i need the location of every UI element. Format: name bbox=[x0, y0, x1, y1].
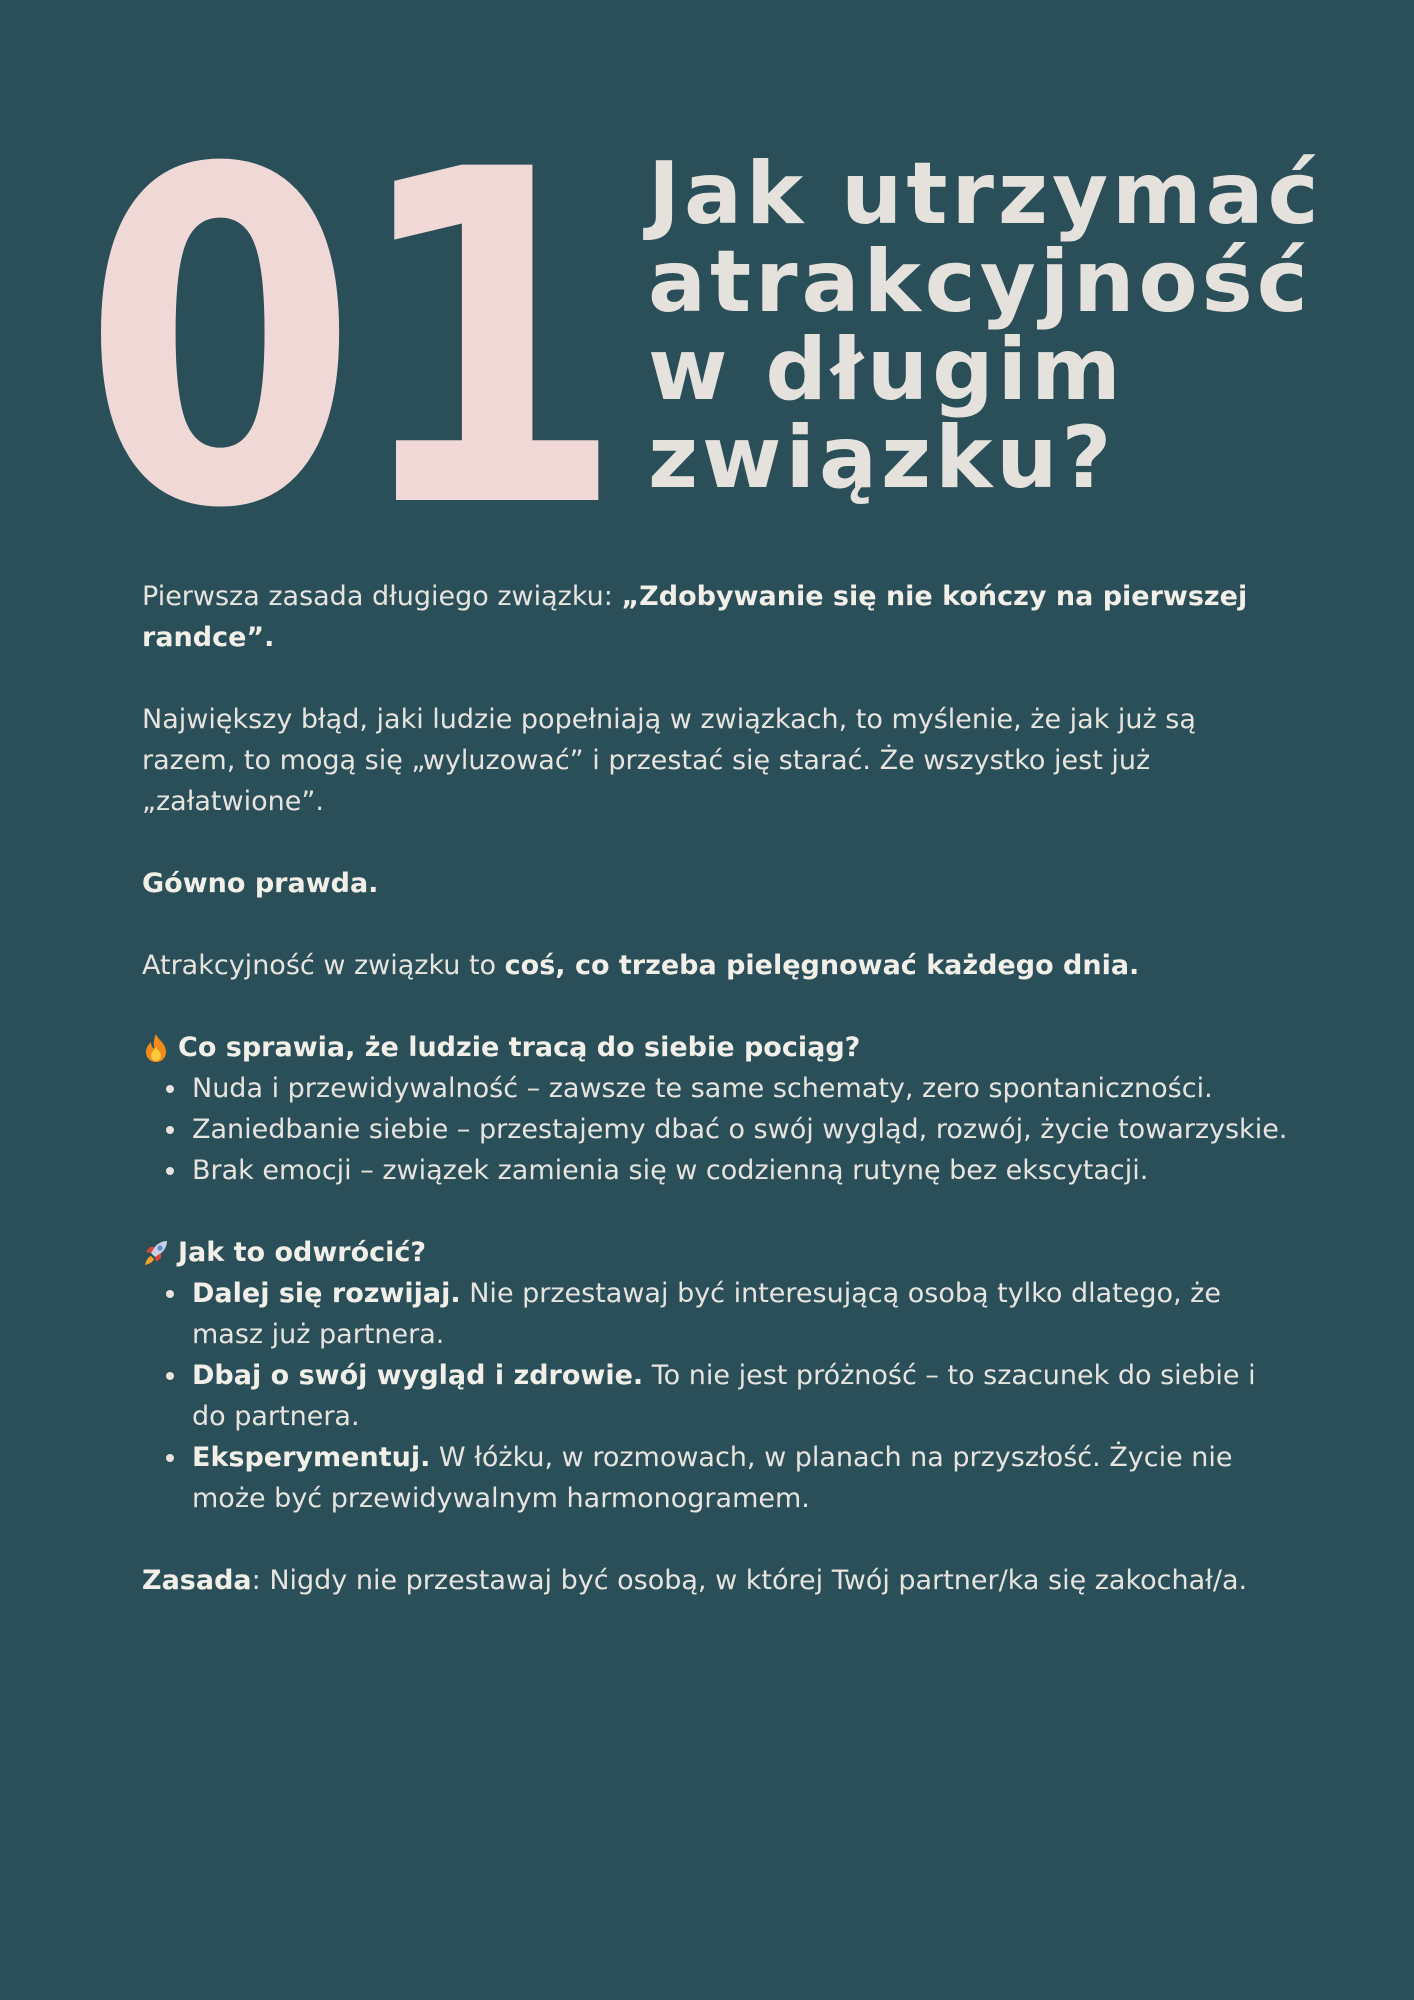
remedy-bold: Dbaj o swój wygląd i zdrowie. bbox=[192, 1360, 644, 1391]
bs-text: Gówno prawda. bbox=[142, 868, 379, 899]
chapter-number-text: 01 bbox=[82, 128, 617, 508]
rule-paragraph bbox=[142, 1560, 1292, 1601]
attraction-bold: coś, co trzeba pielęgnować każdego dnia. bbox=[504, 950, 1140, 981]
remedy-text: Nie przestawaj być interesującą osobą tylko dlatego, że masz już partnera. bbox=[192, 1278, 1221, 1350]
rule-label: Zasada bbox=[142, 1565, 252, 1596]
list-item bbox=[142, 1355, 1292, 1437]
chapter-number bbox=[82, 128, 622, 508]
list-item: Zaniedbanie siebie – przestajemy dbać o swój wygląd, rozwój, życie towarzyskie. bbox=[142, 1109, 1292, 1150]
causes-heading bbox=[142, 1027, 1292, 1068]
remedy-text: W łóżku, w rozmowach, w planach na przyszłość. Życie nie może być przewidywalnym harmonogramem. bbox=[192, 1442, 1233, 1514]
attraction-text: Atrakcyjność w związku to bbox=[142, 950, 505, 981]
intro-lead: Pierwsza zasada długiego związku: bbox=[142, 581, 622, 612]
causes-list bbox=[142, 1068, 1292, 1191]
rule-text: : Nigdy nie przestawaj być osobą, w której Twój partner/ka się zakochał/a. bbox=[251, 1565, 1248, 1596]
remedies-heading-text: Jak to odwrócić? bbox=[178, 1237, 427, 1268]
intro-quote: „Zdobywanie się nie kończy na pierwszej randce”. bbox=[142, 581, 1248, 653]
list-item bbox=[142, 1437, 1292, 1519]
remedies-heading bbox=[142, 1232, 1292, 1273]
chapter-number-graphic bbox=[82, 128, 622, 508]
intro-paragraph bbox=[142, 576, 1292, 658]
remedy-bold: Dalej się rozwijaj. bbox=[192, 1278, 461, 1309]
list-item: Brak emocji – związek zamienia się w codzienną rutynę bez ekscytacji. bbox=[142, 1150, 1292, 1191]
attraction-paragraph bbox=[142, 945, 1292, 986]
remedy-text: To nie jest próżność – to szacunek do siebie i do partnera. bbox=[192, 1360, 1256, 1432]
list-item bbox=[142, 1273, 1292, 1355]
rocket-icon bbox=[142, 1238, 170, 1268]
bs-paragraph bbox=[142, 863, 1292, 904]
article-body bbox=[142, 576, 1292, 1642]
list-item: Nuda i przewidywalność – zawsze te same schematy, zero spontaniczności. bbox=[142, 1068, 1292, 1109]
remedy-bold: Eksperymentuj. bbox=[192, 1442, 431, 1473]
fire-icon bbox=[142, 1033, 170, 1063]
page-title: Jak utrzymać atrakcyjność w długim związku? bbox=[648, 144, 1323, 508]
causes-heading-text: Co sprawia, że ludzie tracą do siebie pociąg? bbox=[178, 1032, 861, 1063]
mistake-paragraph: Największy błąd, jaki ludzie popełniają w związkach, to myślenie, że jak już są razem, to mogą się „wyluzować” i przestać się starać. Że wszystko jest już „załatwione”. bbox=[142, 704, 1196, 817]
remedies-list bbox=[142, 1273, 1292, 1519]
